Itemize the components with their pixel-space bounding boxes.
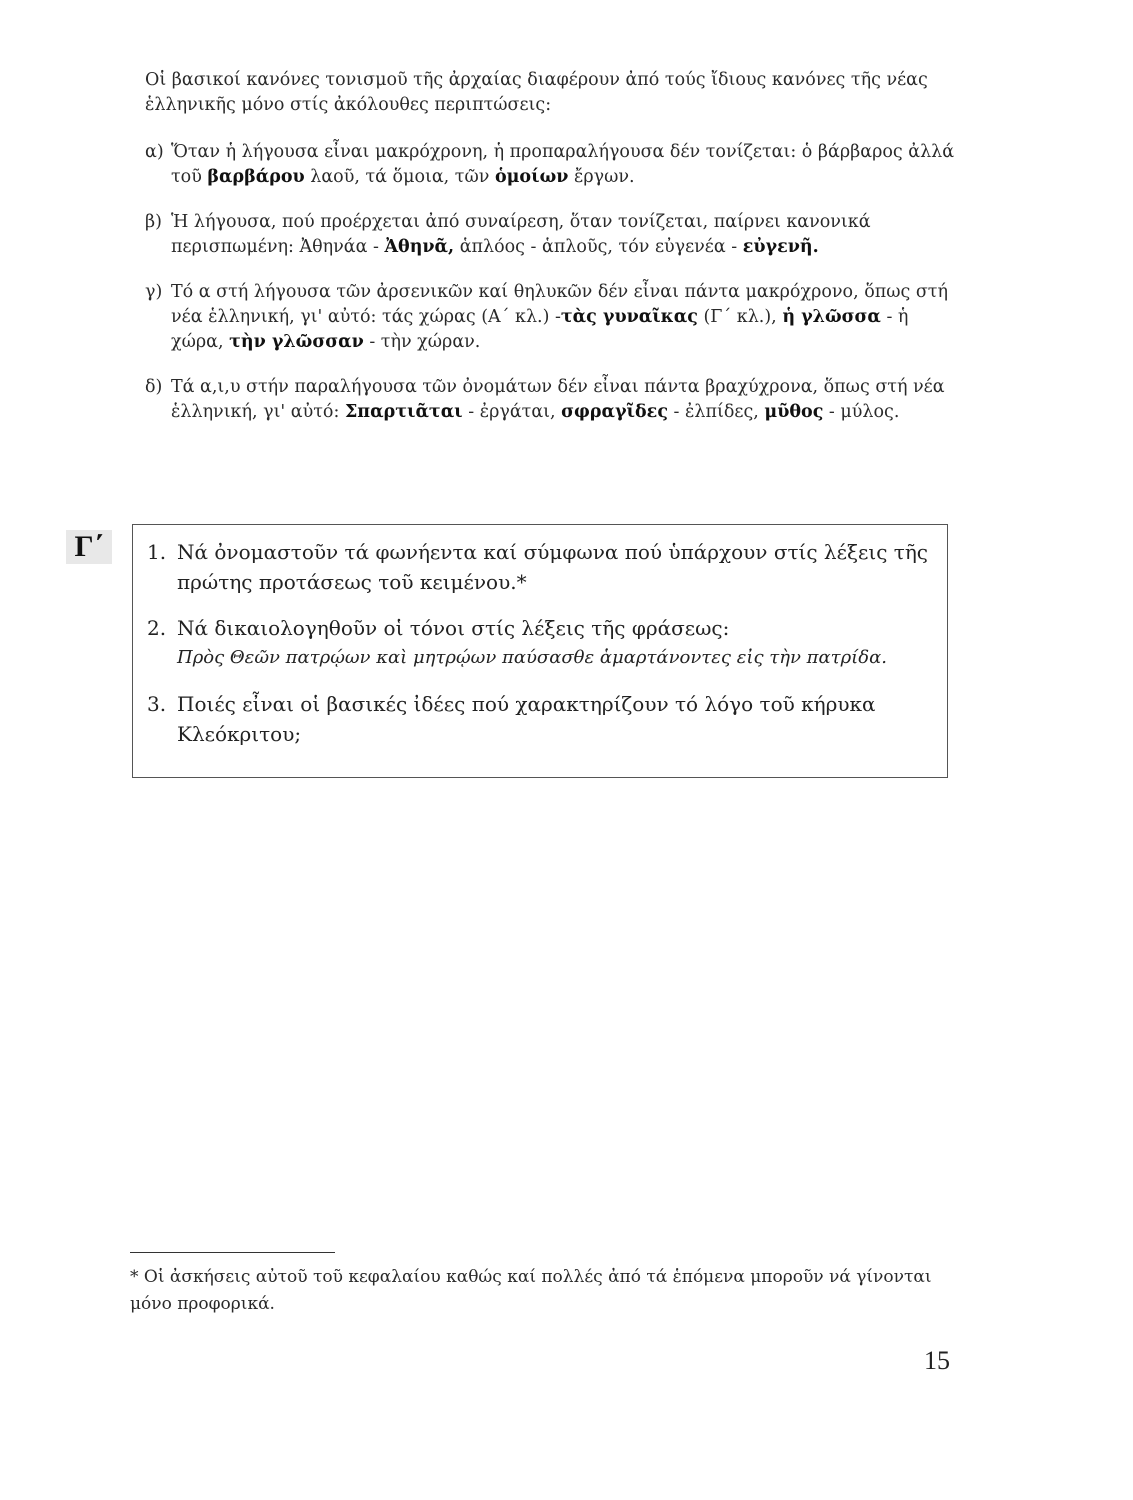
page-number: 15 bbox=[924, 1346, 950, 1375]
rule-text-segment: λαοῦ, τά ὅμοια, τῶν bbox=[304, 167, 495, 187]
exercise-text-block bbox=[177, 537, 937, 597]
rule-example-bold: τὰς γυναῖκας bbox=[560, 307, 698, 327]
rule-example-bold: ἡ γλῶσσα bbox=[782, 307, 881, 327]
intro-paragraph: Οἱ βασικοί κανόνες τονισμοῦ τῆς ἀρχαίας διαφέρουν ἀπό τούς ἴδιους κανόνες τῆς νέας ἑλληνικῆς μόνο στίς ἀκόλουθες περιπτώσεις: bbox=[145, 70, 928, 115]
rule-text-segment: ἁπλόος - ἁπλοῦς, τόν εὐγενέα - bbox=[454, 237, 743, 257]
rule-example-bold: Ἀθηνᾶ, bbox=[384, 237, 455, 257]
rule-item bbox=[145, 280, 965, 355]
rule-example-bold: εὐγενῆ. bbox=[742, 237, 819, 257]
exercise-number: 3. bbox=[147, 692, 167, 716]
rule-label: δ) bbox=[145, 377, 163, 397]
accent-rules-section bbox=[145, 68, 965, 445]
rule-text-segment: Ὅταν ἡ λήγουσα εἶναι μακρόχρονη, ἡ προπαραλήγουσα δέν τονίζεται: ὁ βάρβαρος ἀλλά τοῦ bbox=[171, 142, 955, 187]
rule-text bbox=[167, 280, 965, 355]
rule-example-bold: σφραγῖδες bbox=[561, 402, 668, 422]
rule-text-segment: Τά α,ι,υ στήν παραλήγουσα τῶν ὀνομάτων δέν εἶναι πάντα βραχύχρονα, ὅπως στή νέα ἑλληνική, γι' αὐτό: bbox=[171, 377, 945, 422]
rule-text-segment: - ἐργάται, bbox=[462, 402, 562, 422]
exercise-box bbox=[132, 524, 948, 778]
exercise-item bbox=[147, 613, 937, 673]
exercise-question: Ποιές εἶναι οἱ βασικές ἰδέες πού χαρακτηρίζουν τό λόγο τοῦ κήρυκα Κλεόκριτου; bbox=[177, 692, 876, 746]
rule-example-bold: μῦθος bbox=[764, 402, 824, 422]
rule-text-segment: - μύλος. bbox=[823, 402, 900, 422]
exercise-item bbox=[147, 537, 937, 597]
exercise-item bbox=[147, 689, 937, 749]
rule-text-segment: ἔργων. bbox=[568, 167, 635, 187]
rule-example-bold: Σπαρτιᾶται bbox=[344, 402, 463, 422]
rule-text-segment: Ἡ λήγουσα, πού προέρχεται ἀπό συναίρεση, ὅταν τονίζεται, παίρνει κανονικά περισπωμένη: Ἀθηνάα - bbox=[171, 212, 871, 257]
exercise-text-block bbox=[177, 689, 937, 749]
rule-item bbox=[145, 375, 965, 425]
exercise-number: 1. bbox=[147, 540, 167, 564]
exercise-question: Νά δικαιολογηθοῦν οἱ τόνοι στίς λέξεις τῆς φράσεως: bbox=[177, 616, 730, 640]
rule-label: γ) bbox=[145, 282, 163, 302]
exercise-text-block bbox=[177, 613, 937, 673]
rule-text-segment: - ἐλπίδες, bbox=[667, 402, 765, 422]
section-marker: Γ΄ bbox=[66, 530, 112, 564]
rule-text-segment: - τὴν χώραν. bbox=[363, 332, 481, 352]
rule-text bbox=[167, 375, 965, 425]
exercise-question: Νά ὀνομαστοῦν τά φωνήεντα καί σύμφωνα πού ὑπάρχουν στίς λέξεις τῆς πρώτης προτάσεως τοῦ κειμένου.* bbox=[177, 540, 928, 594]
exercise-number: 2. bbox=[147, 616, 167, 640]
rule-item bbox=[145, 140, 965, 190]
rules-list bbox=[145, 140, 965, 425]
rule-text-segment: (Γ΄ κλ.), bbox=[697, 307, 783, 327]
rule-example-bold: τὴν γλῶσσαν bbox=[229, 332, 364, 352]
rule-example-bold: ὁμοίων bbox=[494, 167, 569, 187]
rule-text-segment: - ἡ χώρα, bbox=[171, 307, 909, 352]
exercise-quoted-phrase: Πρὸς Θεῶν πατρῴων καὶ μητρῴων παύσασθε ἁμαρτάνοντες εἰς τὴν πατρίδα. bbox=[177, 647, 887, 668]
rule-item bbox=[145, 210, 965, 260]
rule-text bbox=[167, 210, 965, 260]
rule-text bbox=[167, 140, 965, 190]
rule-label: α) bbox=[145, 142, 164, 162]
footnote: * Οἱ ἀσκήσεις αὐτοῦ τοῦ κεφαλαίου καθώς καί πολλές ἀπό τά ἑπόμενα μποροῦν νά γίνονται μόνο προφορικά. bbox=[130, 1267, 932, 1314]
rule-example-bold: βαρβάρου bbox=[207, 167, 305, 187]
rule-text-segment: Τό α στή λήγουσα τῶν ἀρσενικῶν καί θηλυκῶν δέν εἶναι πάντα μακρόχρονο, ὅπως στή νέα ἑλληνική, γι' αὐτό: τάς χώρας (Α΄ κλ.) - bbox=[171, 282, 948, 327]
rule-label: β) bbox=[145, 212, 162, 232]
footnote-divider bbox=[130, 1252, 335, 1253]
